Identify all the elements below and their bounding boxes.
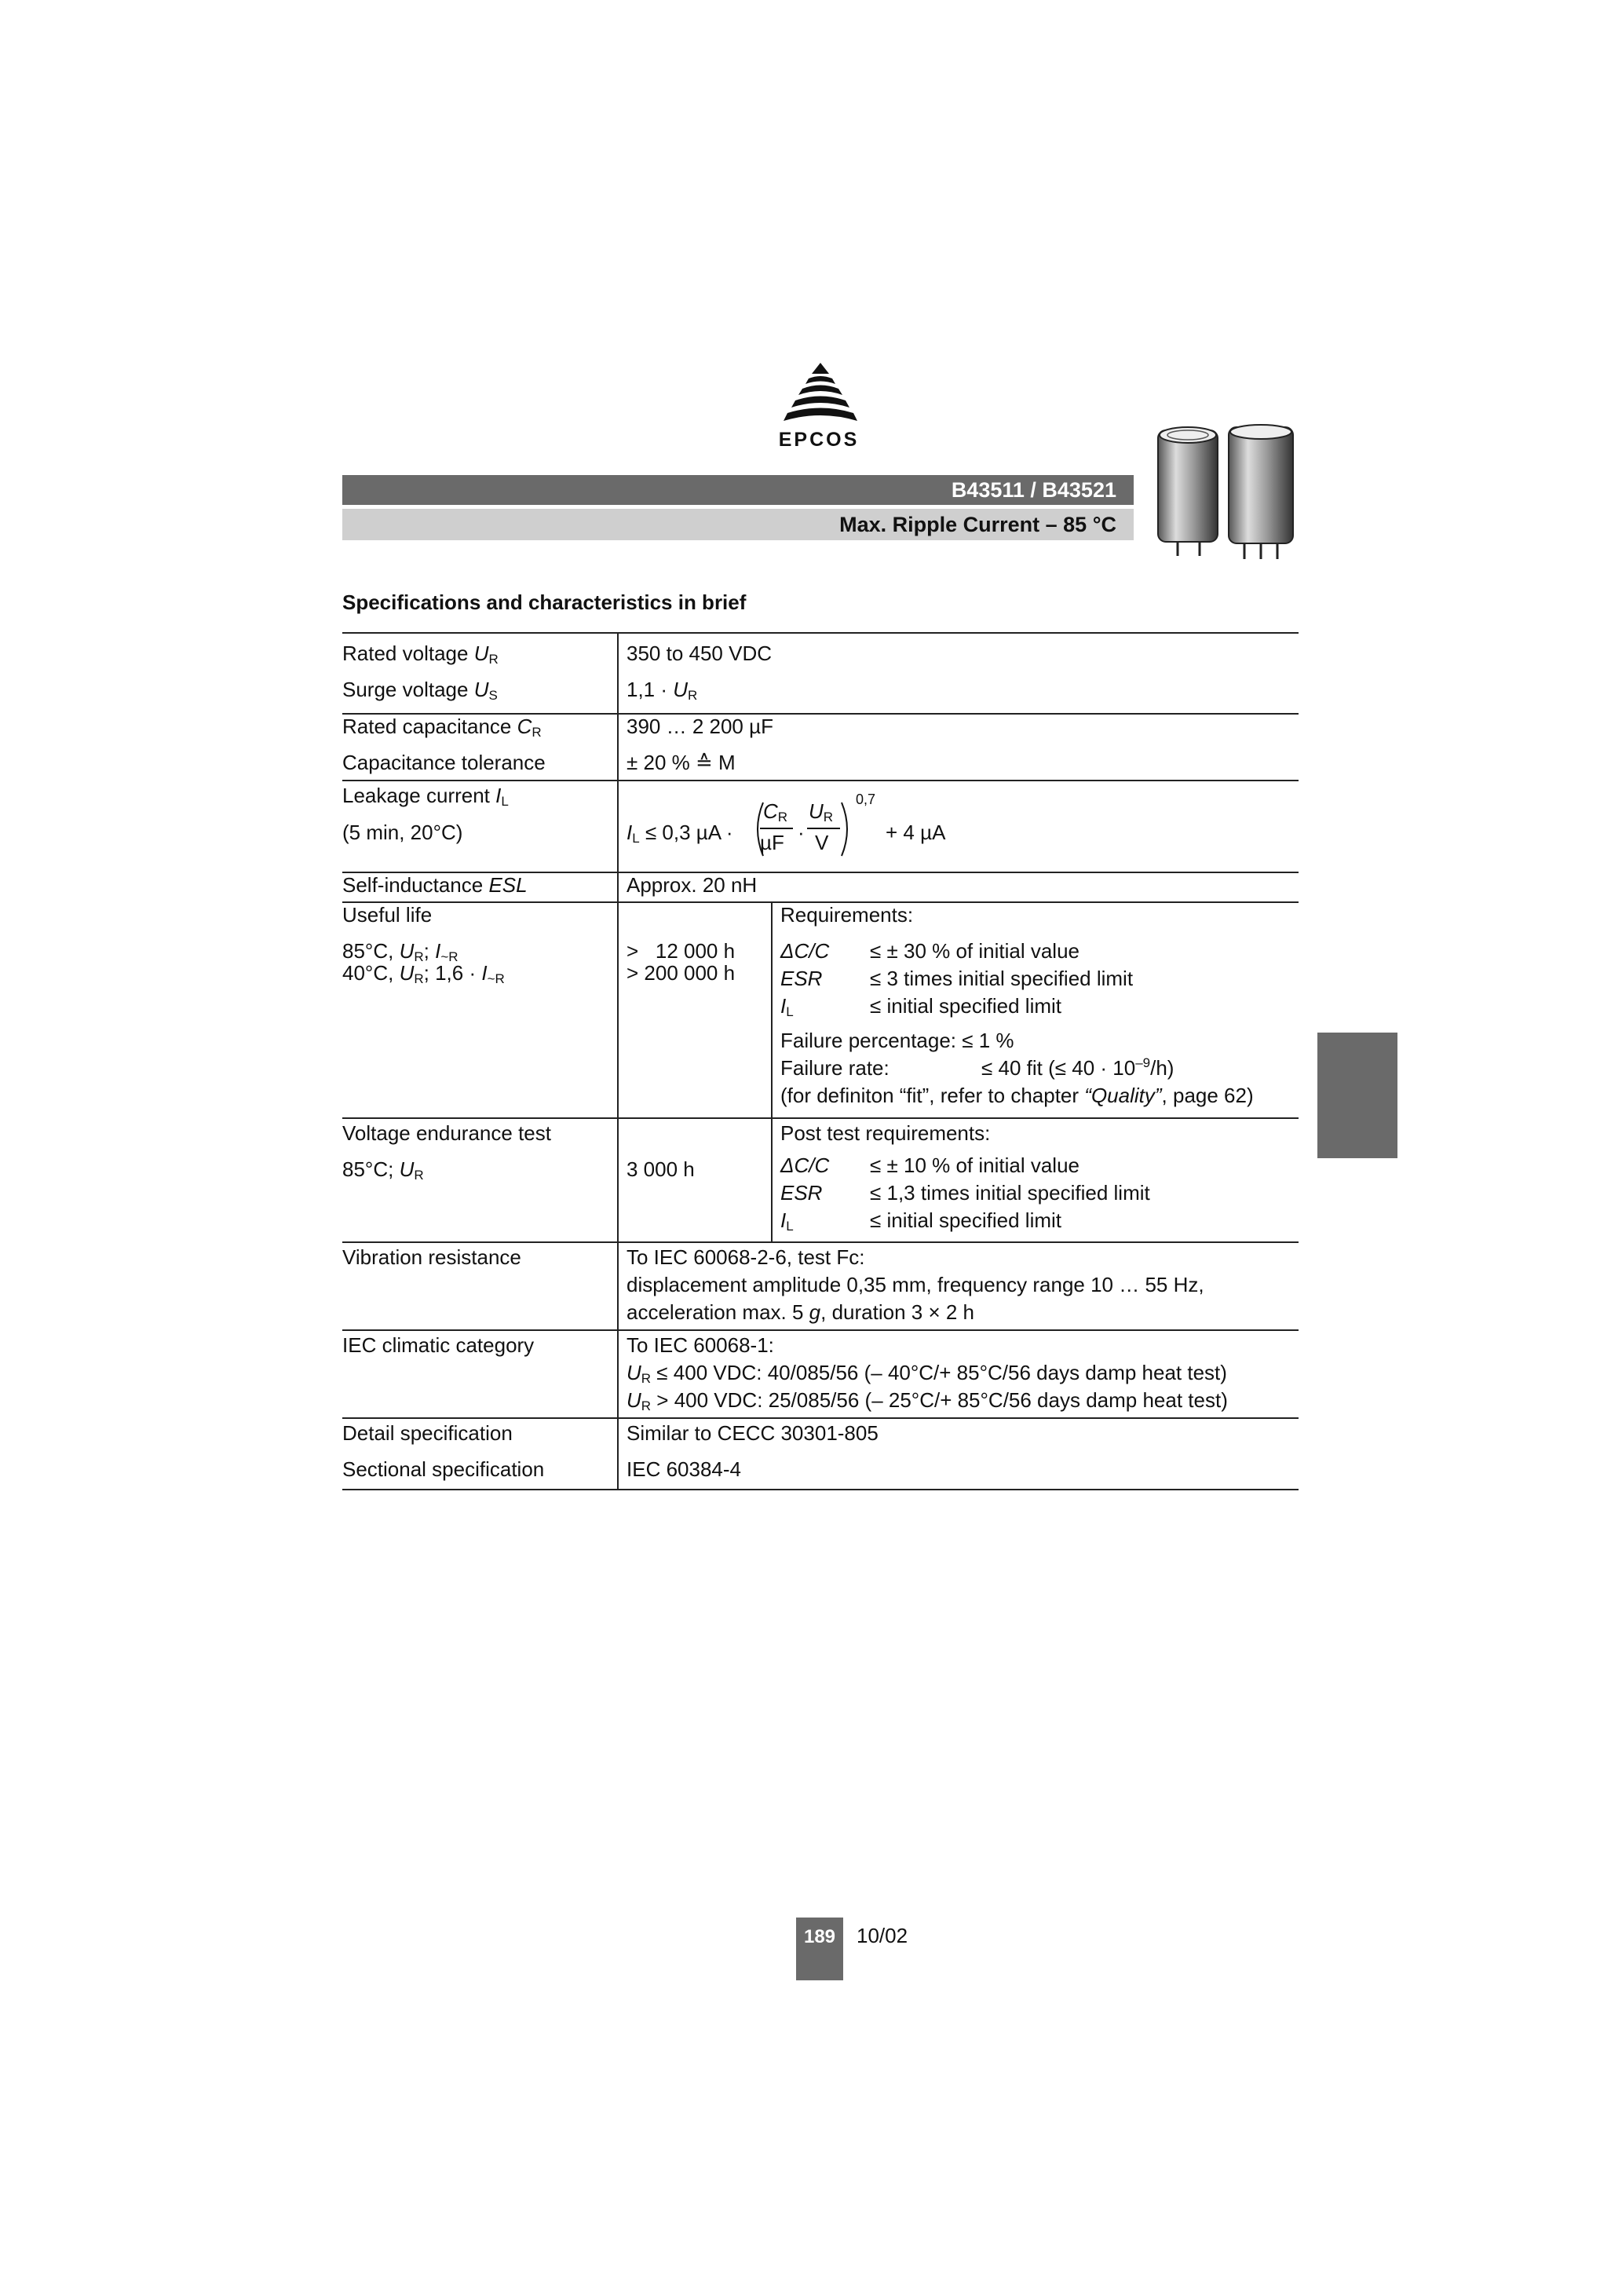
sectional-spec-value: IEC 60384-4 [627, 1457, 741, 1481]
surge-voltage-label: Surge voltage $U_S$ [342, 678, 498, 703]
subtitle: Max. Ripple Current – 85 °C [839, 513, 1116, 536]
climatic-label: IEC climatic category [342, 1333, 535, 1357]
failure-percentage: Failure percentage: ≤ 1 % [780, 1029, 1014, 1052]
subtitle-bar [342, 509, 1134, 540]
rated-capacitance-label: Rated capacitance $C_R$ [342, 715, 542, 740]
detail-spec-label: Detail specification [342, 1421, 513, 1445]
frac1-denominator: µF [760, 831, 784, 854]
req-symbol: ESR [780, 1181, 823, 1205]
page-number: 189 [796, 1918, 843, 1980]
rated-voltage-label: Rated voltage $U_R$ [342, 642, 499, 667]
post-test-requirements-title: Post test requirements: [780, 1121, 991, 1145]
failure-rate-value: ≤ 40 fit (≤ $40 \cdot 10^{-9}/h$) [981, 1055, 1174, 1080]
formula-tail: + 4 µA [886, 821, 946, 844]
right-paren-icon [837, 799, 856, 859]
req-symbol: ΔC/C [780, 1153, 830, 1177]
vibration-line-1: To IEC 60068-2-6, test Fc: [627, 1245, 865, 1269]
climatic-line-2: $U_R \le 400$ VDC: 40/085/56 (– 40°C/+ 85°C/56 days damp heat test) [627, 1361, 1227, 1386]
req-symbol: $I_L$ [780, 1208, 794, 1234]
page-date: 10/02 [857, 1924, 908, 1947]
sectional-spec-label: Sectional specification [342, 1457, 545, 1481]
vibration-line-3: acceleration max. 5 g, duration 3 × 2 h [627, 1300, 975, 1324]
useful-life-condition-2: 40°C, $U_R$; $1,6 \cdot I_{\sim R}$ [342, 961, 505, 986]
product-codes: B43511 / B43521 [951, 478, 1116, 502]
table-rule [342, 1117, 1299, 1119]
frac2-denominator: V [815, 831, 829, 854]
side-tab-marker [1317, 1033, 1397, 1158]
climatic-line-3: $U_R > 400$ VDC: 25/085/56 (– 25°C/+ 85°C/56 days damp heat test) [627, 1388, 1228, 1413]
leakage-formula-lhs: $I_L \le 0,3$ µA · [627, 821, 733, 846]
voltage-endurance-condition: 85°C; $U_R$ [342, 1157, 424, 1183]
table-rule [342, 1241, 1299, 1243]
useful-life-requirements-title: Requirements: [780, 903, 914, 927]
climatic-line-1: To IEC 60068-1: [627, 1333, 774, 1357]
table-rule [342, 1417, 1299, 1419]
capacitance-tolerance-label: Capacitance tolerance [342, 751, 546, 774]
capacitance-tolerance-value: ± 20 % ≙ M [627, 751, 736, 774]
req-symbol: ESR [780, 967, 823, 990]
leakage-current-label: Leakage current $I_L$ [342, 784, 509, 809]
rated-capacitance-value: 390 … 2 200 µF [627, 715, 773, 738]
logo-text: EPCOS [778, 429, 860, 451]
formula-exponent: 0,7 [856, 792, 876, 807]
voltage-endurance-label: Voltage endurance test [342, 1121, 551, 1145]
detail-spec-value: Similar to CECC 30301-805 [627, 1421, 879, 1445]
fraction-bar [760, 828, 793, 829]
useful-life-condition-1: 85°C, $U_R$; $I_{\sim R}$ [342, 939, 458, 964]
req-text: ≤ initial specified limit [870, 994, 1062, 1018]
useful-life-label: Useful life [342, 903, 433, 927]
req-text: ≤ initial specified limit [870, 1208, 1062, 1232]
formula-dot: · [798, 821, 805, 844]
product-code-bar [342, 475, 1134, 505]
table-rule [342, 780, 1299, 781]
req-text: ≤ 3 times initial specified limit [870, 967, 1134, 990]
req-text: ≤ ± 30 % of initial value [870, 939, 1080, 963]
table-rule [342, 632, 1299, 634]
vibration-label: Vibration resistance [342, 1245, 521, 1269]
req-text: ≤ 1,3 times initial specified limit [870, 1181, 1150, 1205]
req-symbol: ΔC/C [780, 939, 830, 963]
table-rule [342, 1489, 1299, 1490]
table-column-rule [771, 901, 773, 1241]
table-rule [342, 1329, 1299, 1331]
fraction-bar [807, 828, 840, 829]
vibration-line-2: displacement amplitude 0,35 mm, frequency range 10 … 55 Hz, [627, 1273, 1204, 1296]
surge-voltage-value: $1,1 \cdot U_R$ [627, 678, 698, 703]
rated-voltage-value: 350 to 450 VDC [627, 642, 773, 665]
self-inductance-value: Approx. 20 nH [627, 873, 758, 897]
voltage-endurance-hours: 3 000 h [627, 1157, 695, 1181]
capacitor-product-image [1154, 424, 1303, 565]
req-symbol: $I_L$ [780, 994, 794, 1019]
table-column-rule [617, 632, 619, 1490]
failure-rate-label: Failure rate: [780, 1056, 890, 1080]
useful-life-hours-2: > 200 000 h [627, 961, 736, 985]
useful-life-hours-1: > 12 000 h [627, 939, 736, 963]
leakage-current-condition: (5 min, 20°C) [342, 821, 463, 844]
self-inductance-label: Self-inductance ESL [342, 873, 528, 897]
epcos-logo-icon [769, 363, 871, 426]
fit-note: (for definiton “fit”, refer to chapter “Quality”, page 62) [780, 1084, 1254, 1107]
frac1-numerator: $C_R$ [763, 799, 788, 824]
req-text: ≤ ± 10 % of initial value [870, 1153, 1080, 1177]
frac2-numerator: $U_R$ [809, 799, 834, 824]
section-heading: Specifications and characteristics in brief [342, 590, 747, 614]
